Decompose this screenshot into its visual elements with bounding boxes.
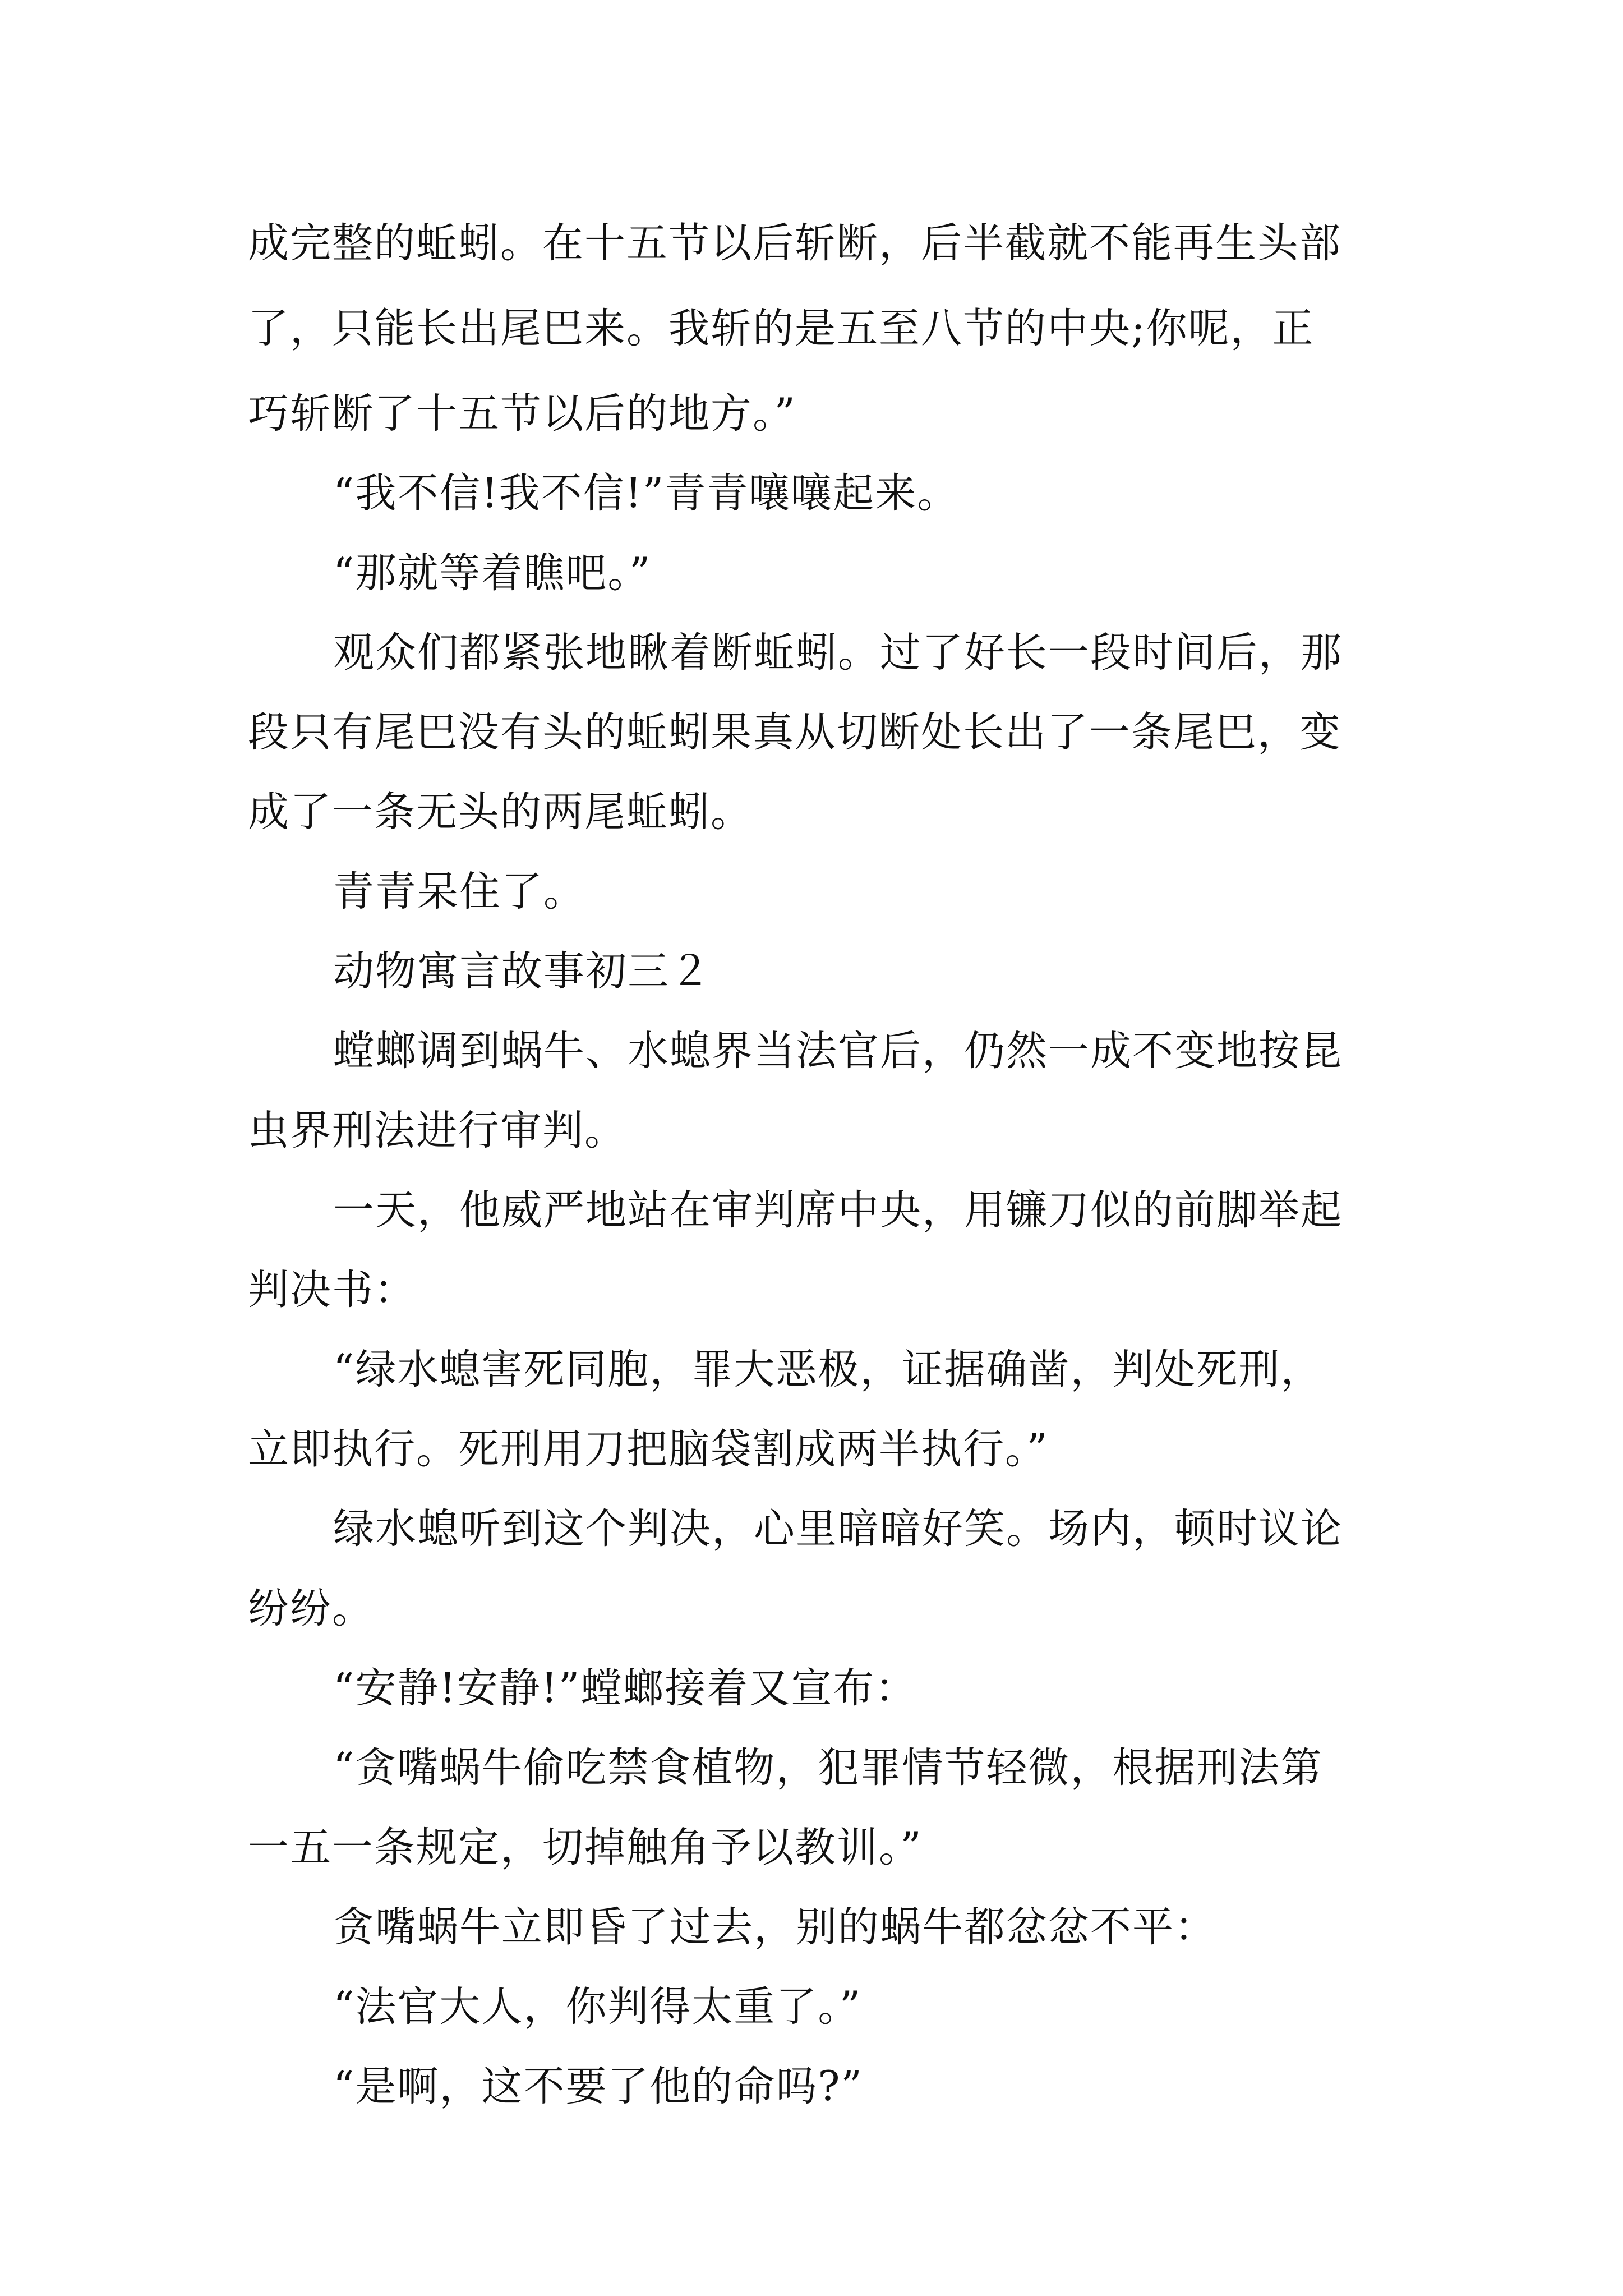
text-line: “法官大人，你判得太重了。” — [333, 1983, 862, 2031]
text-line: 贪嘴蜗牛立即昏了过去，别的蜗牛都忿忿不平： — [333, 1903, 1216, 1951]
text-line: 立即执行。死刑用刀把脑袋割成两半执行。” — [248, 1425, 1049, 1473]
text-line: 巧斩断了十五节以后的地方。” — [248, 390, 796, 438]
text-line: 螳螂调到蜗牛、水螅界当法官后，仍然一成不变地按昆 — [333, 1027, 1343, 1075]
text-line: 纷纷。 — [248, 1585, 374, 1632]
text-line: 观众们都紧张地瞅着断蚯蚓。过了好长一段时间后，那 — [333, 629, 1343, 677]
text-line: 青青呆住了。 — [333, 868, 585, 915]
text-line: 判决书： — [248, 1266, 416, 1314]
section-heading: 动物寓言故事初三２ — [333, 947, 712, 995]
text-line: “安静!安静!”螳螂接着又宣布： — [333, 1664, 917, 1712]
text-line: 一五一条规定，切掉触角予以教训。” — [248, 1824, 923, 1871]
text-line: “是啊，这不要了他的命吗?” — [333, 2063, 863, 2110]
text-line: “绿水螅害死同胞，罪大恶极，证据确凿，判处死刑， — [333, 1346, 1323, 1393]
text-line: 成了一条无头的两尾蚯蚓。 — [248, 788, 753, 836]
text-line: 绿水螅听到这个判决，心里暗暗好笑。场内，顿时议论 — [333, 1505, 1343, 1553]
text-line: 段只有尾巴没有头的蚯蚓果真从切断处长出了一条尾巴，变 — [248, 708, 1341, 756]
text-line: 一天，他威严地站在审判席中央，用镰刀似的前脚举起 — [333, 1186, 1343, 1234]
text-line: “我不信!我不信!”青青嚷嚷起来。 — [333, 470, 960, 517]
text-line: “贪嘴蜗牛偷吃禁食植物，犯罪情节轻微，根据刑法第 — [333, 1744, 1323, 1792]
text-line: 成完整的蚯蚓。在十五节以后斩断，后半截就不能再生头部 — [248, 219, 1341, 267]
text-line: “那就等着瞧吧。” — [333, 549, 652, 597]
text-line: 虫界刑法进行审判。 — [248, 1107, 626, 1154]
text-line: 了，只能长出尾巴来。我斩的是五至八节的中央;你呢，正 — [248, 305, 1315, 352]
